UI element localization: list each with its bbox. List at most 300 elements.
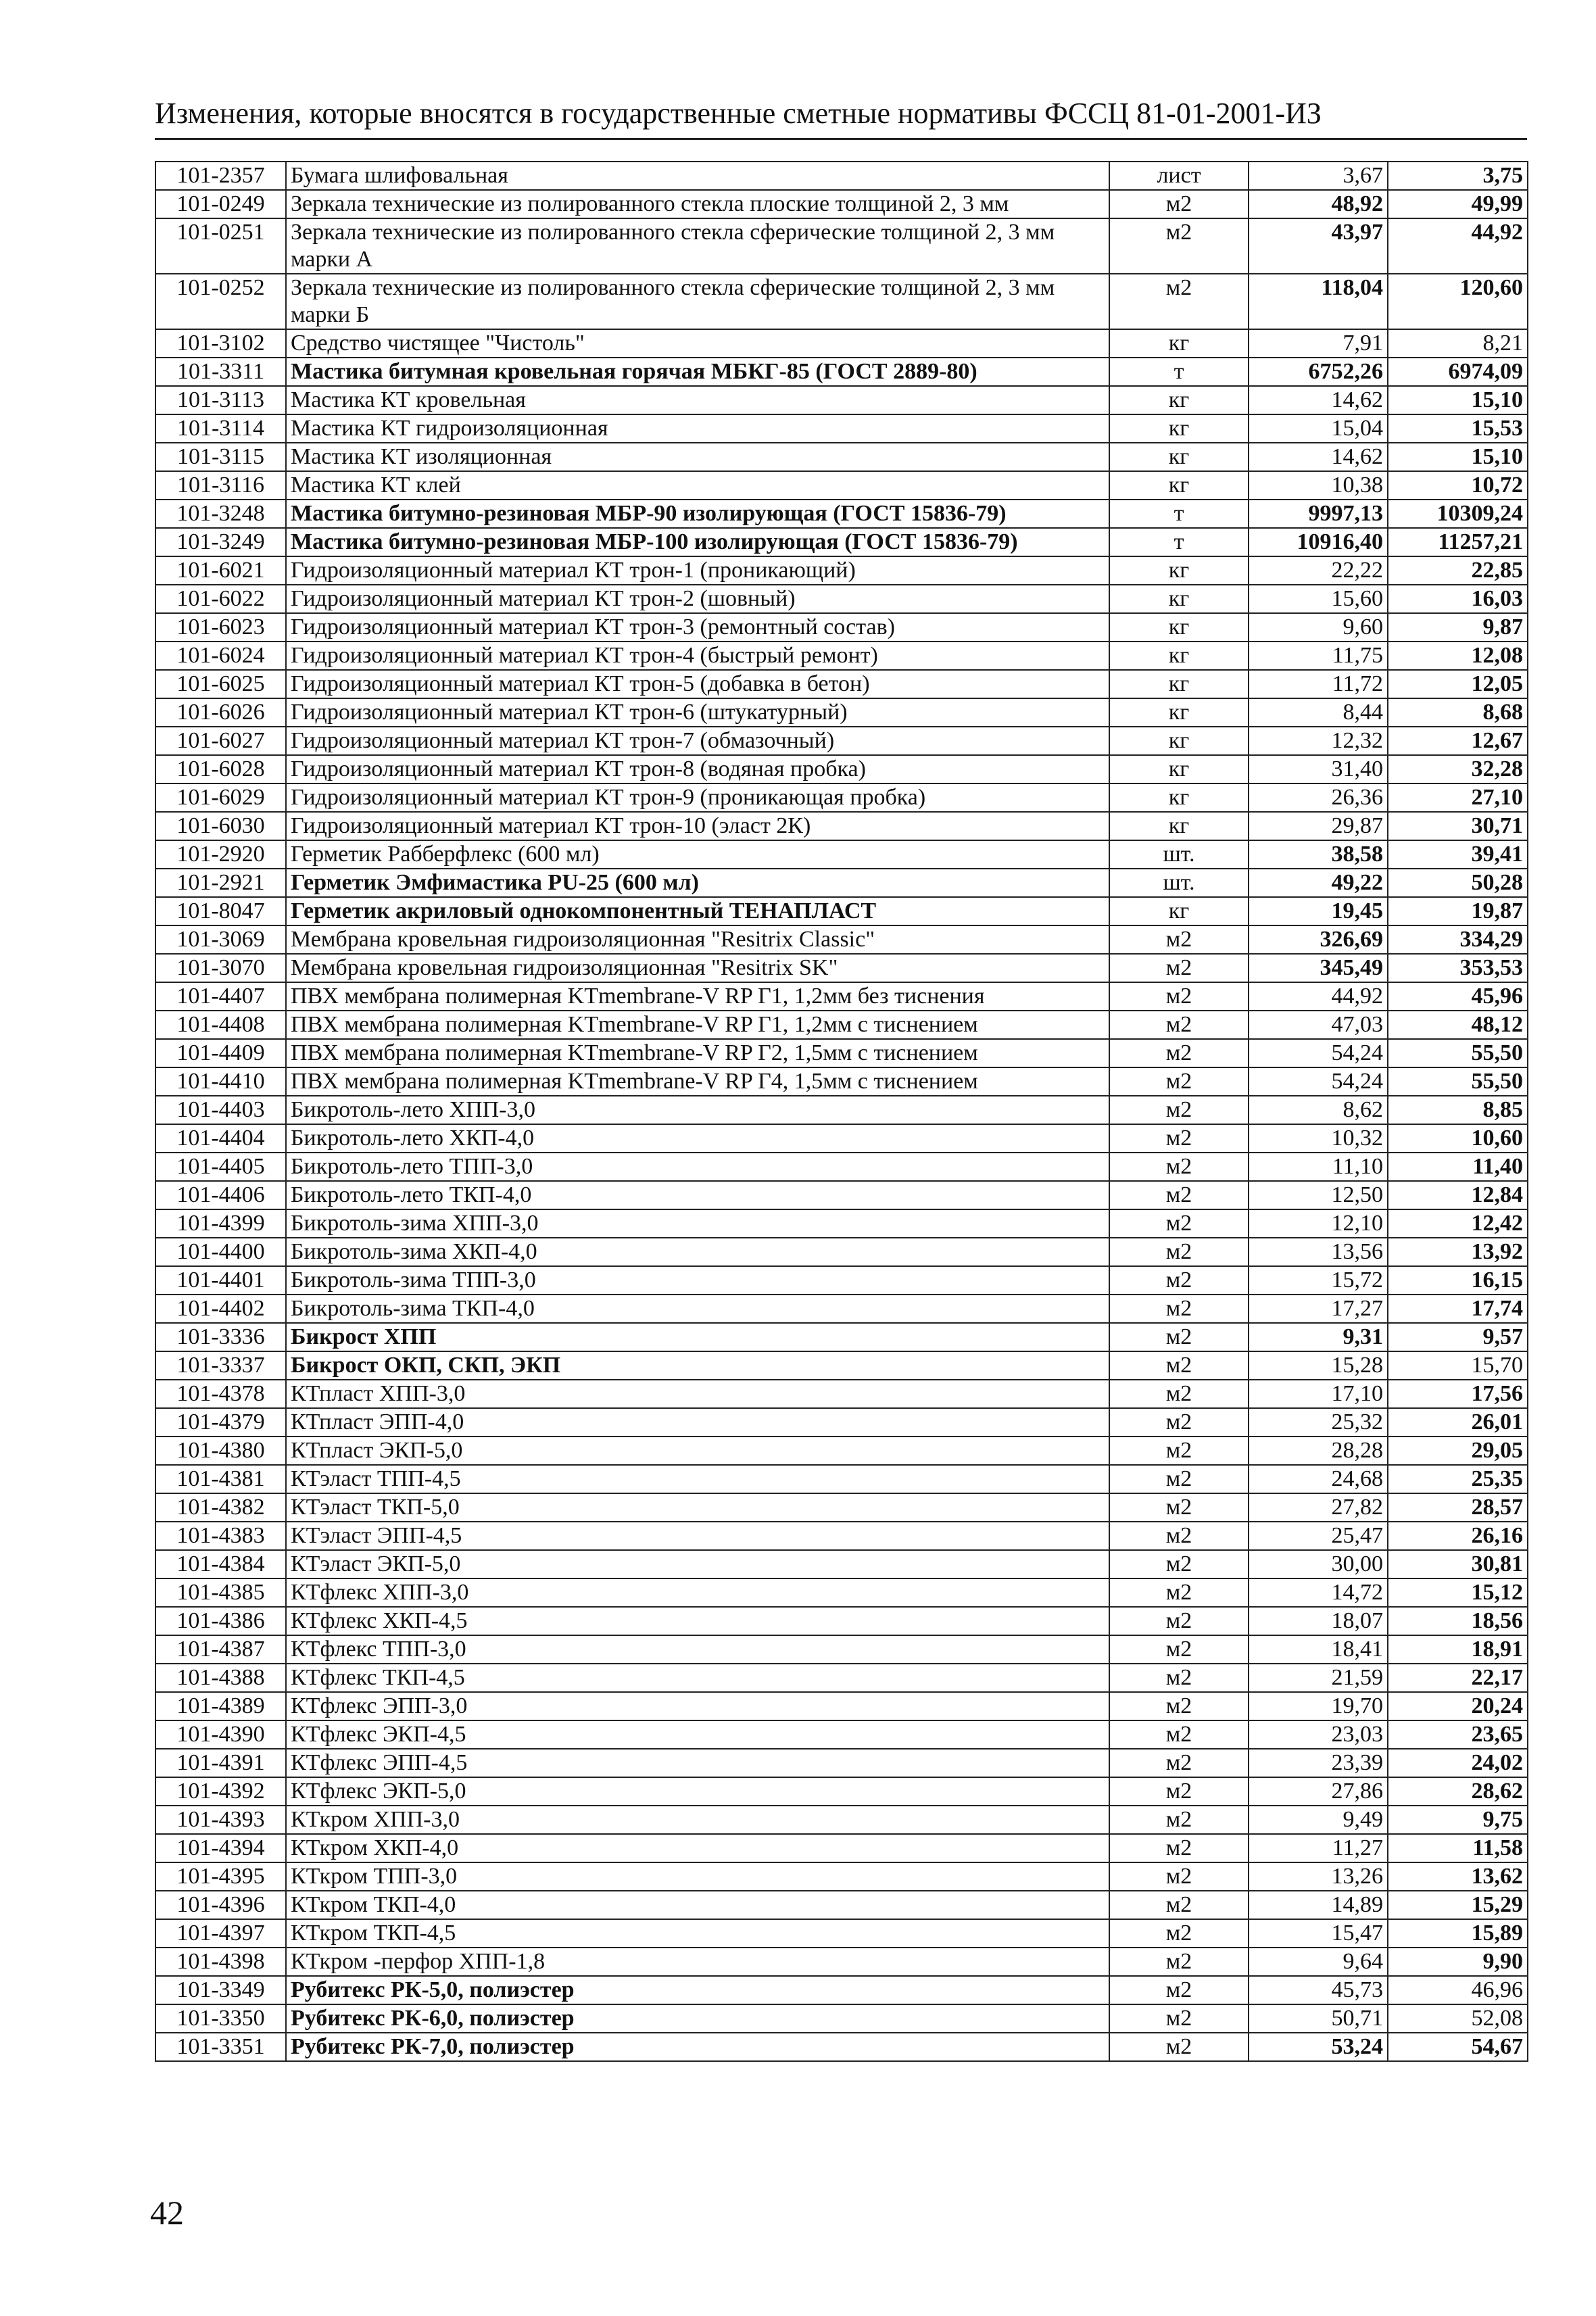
- item-unit: м2: [1109, 954, 1249, 982]
- price-2019: 8,62: [1249, 1096, 1388, 1124]
- item-code: 101-6030: [155, 812, 286, 840]
- item-unit: кг: [1109, 727, 1249, 755]
- price-2019: 23,39: [1249, 1749, 1388, 1777]
- price-2019: 25,47: [1249, 1522, 1388, 1550]
- item-unit: м2: [1109, 1323, 1249, 1351]
- price-2020: 30,71: [1388, 812, 1528, 840]
- item-unit: м2: [1109, 1238, 1249, 1266]
- item-name: Гидроизоляционный материал КТ трон-3 (ремонтный состав): [286, 613, 1109, 642]
- table-row: [155, 982, 1528, 1011]
- item-name: Бикротоль-лето ТКП-4,0: [286, 1181, 1109, 1209]
- price-2020: 28,62: [1388, 1777, 1528, 1806]
- item-name: Гидроизоляционный материал КТ трон-2 (шовный): [286, 585, 1109, 613]
- price-2019: 8,44: [1249, 698, 1388, 727]
- item-unit: м2: [1109, 2004, 1249, 2033]
- item-unit: м2: [1109, 1692, 1249, 1720]
- price-2019: 27,82: [1249, 1493, 1388, 1522]
- item-name: Бикрост ОКП, СКП, ЭКП: [286, 1351, 1109, 1380]
- item-code: 101-4402: [155, 1295, 286, 1323]
- table-row: [155, 1834, 1528, 1862]
- item-code: 101-3069: [155, 925, 286, 954]
- item-name: Мастика битумно-резиновая МБР-90 изолирующая (ГОСТ 15836-79): [286, 500, 1109, 528]
- table-row: [155, 1862, 1528, 1891]
- price-2020: 32,28: [1388, 755, 1528, 783]
- table-row: [155, 755, 1528, 783]
- item-name: ПВХ мембрана полимерная KTmembrane-V RP Г4, 1,5мм с тиснением: [286, 1067, 1109, 1096]
- item-code: 101-3349: [155, 1976, 286, 2004]
- table-row: [155, 1039, 1528, 1067]
- price-2020: 50,28: [1388, 869, 1528, 897]
- price-2019: 17,10: [1249, 1380, 1388, 1408]
- price-2020: 15,12: [1388, 1578, 1528, 1607]
- item-code: 101-4403: [155, 1096, 286, 1124]
- item-name: Мастика КТ клей: [286, 471, 1109, 500]
- item-name: Гидроизоляционный материал КТ трон-6 (штукатурный): [286, 698, 1109, 727]
- item-name: КТфлекс ЭКП-4,5: [286, 1720, 1109, 1749]
- price-2019: 54,24: [1249, 1039, 1388, 1067]
- item-name: Мастика КТ кровельная: [286, 386, 1109, 414]
- price-2019: 38,58: [1249, 840, 1388, 869]
- item-code: 101-4397: [155, 1919, 286, 1948]
- item-unit: шт.: [1109, 840, 1249, 869]
- table-row: [155, 1664, 1528, 1692]
- table-row: [155, 954, 1528, 982]
- price-2019: 15,28: [1249, 1351, 1388, 1380]
- item-code: 101-4387: [155, 1635, 286, 1664]
- table-row: [155, 1067, 1528, 1096]
- price-2019: 9,49: [1249, 1806, 1388, 1834]
- price-2020: 52,08: [1388, 2004, 1528, 2033]
- price-2019: 345,49: [1249, 954, 1388, 982]
- item-unit: м2: [1109, 1948, 1249, 1976]
- price-2019: 15,04: [1249, 414, 1388, 443]
- item-unit: м2: [1109, 1749, 1249, 1777]
- price-2019: 10916,40: [1249, 528, 1388, 556]
- item-code: 101-4390: [155, 1720, 286, 1749]
- price-2020: 46,96: [1388, 1976, 1528, 2004]
- price-2020: 26,01: [1388, 1408, 1528, 1437]
- price-2019: 18,41: [1249, 1635, 1388, 1664]
- item-code: 101-3114: [155, 414, 286, 443]
- price-2020: 39,41: [1388, 840, 1528, 869]
- item-unit: м2: [1109, 1465, 1249, 1493]
- price-2020: 48,12: [1388, 1011, 1528, 1039]
- item-name: КТпласт ЭПП-4,0: [286, 1408, 1109, 1437]
- price-2019: 11,10: [1249, 1153, 1388, 1181]
- price-2020: 9,57: [1388, 1323, 1528, 1351]
- item-code: 101-2920: [155, 840, 286, 869]
- price-2020: 45,96: [1388, 982, 1528, 1011]
- item-code: 101-4378: [155, 1380, 286, 1408]
- price-2019: 15,72: [1249, 1266, 1388, 1295]
- table-row: [155, 528, 1528, 556]
- price-2020: 3,75: [1388, 162, 1528, 190]
- item-unit: м2: [1109, 1607, 1249, 1635]
- price-2020: 12,05: [1388, 670, 1528, 698]
- price-2019: 28,28: [1249, 1437, 1388, 1465]
- price-2020: 17,56: [1388, 1380, 1528, 1408]
- item-code: 101-4401: [155, 1266, 286, 1295]
- table-row: [155, 1777, 1528, 1806]
- item-unit: м2: [1109, 1437, 1249, 1465]
- item-unit: м2: [1109, 1493, 1249, 1522]
- item-name: Мембрана кровельная гидроизоляционная "Resitrix Classic": [286, 925, 1109, 954]
- item-unit: т: [1109, 358, 1249, 386]
- item-name: КТфлекс ХКП-4,5: [286, 1607, 1109, 1635]
- page-header: Изменения, которые вносятся в государственные сметные нормативы ФССЦ 81-01-2001-ИЗ: [155, 93, 1527, 140]
- price-2020: 18,56: [1388, 1607, 1528, 1635]
- price-2019: 118,04: [1249, 274, 1388, 329]
- item-code: 101-4386: [155, 1607, 286, 1635]
- price-2020: 15,53: [1388, 414, 1528, 443]
- table-row: [155, 1578, 1528, 1607]
- item-name: Гидроизоляционный материал КТ трон-8 (водяная пробка): [286, 755, 1109, 783]
- item-code: 101-4382: [155, 1493, 286, 1522]
- item-unit: кг: [1109, 585, 1249, 613]
- price-2019: 50,71: [1249, 2004, 1388, 2033]
- item-name: Бикротоль-лето ТПП-3,0: [286, 1153, 1109, 1181]
- item-name: Гидроизоляционный материал КТ трон-1 (проникающий): [286, 556, 1109, 585]
- price-2019: 48,92: [1249, 190, 1388, 218]
- table-row: [155, 329, 1528, 358]
- table-row: [155, 443, 1528, 471]
- table-row: [155, 1976, 1528, 2004]
- item-unit: м2: [1109, 1266, 1249, 1295]
- item-name: КТэласт ТКП-5,0: [286, 1493, 1109, 1522]
- item-code: 101-4385: [155, 1578, 286, 1607]
- price-2020: 44,92: [1388, 218, 1528, 274]
- item-code: 101-4405: [155, 1153, 286, 1181]
- item-unit: м2: [1109, 925, 1249, 954]
- item-code: 101-6028: [155, 755, 286, 783]
- price-2020: 11,58: [1388, 1834, 1528, 1862]
- price-2020: 49,99: [1388, 190, 1528, 218]
- price-2019: 10,32: [1249, 1124, 1388, 1153]
- price-2020: 8,85: [1388, 1096, 1528, 1124]
- price-2019: 17,27: [1249, 1295, 1388, 1323]
- price-2020: 17,74: [1388, 1295, 1528, 1323]
- table-row: [155, 1295, 1528, 1323]
- price-2020: 334,29: [1388, 925, 1528, 954]
- price-2020: 9,75: [1388, 1806, 1528, 1834]
- table-row: [155, 1635, 1528, 1664]
- price-2020: 15,10: [1388, 443, 1528, 471]
- table-row: [155, 670, 1528, 698]
- table-row: [155, 218, 1528, 274]
- price-2019: 29,87: [1249, 812, 1388, 840]
- item-unit: м2: [1109, 1834, 1249, 1862]
- item-unit: м2: [1109, 1976, 1249, 2004]
- table-row: [155, 1181, 1528, 1209]
- item-code: 101-4389: [155, 1692, 286, 1720]
- item-unit: кг: [1109, 386, 1249, 414]
- item-code: 101-3113: [155, 386, 286, 414]
- item-code: 101-4394: [155, 1834, 286, 1862]
- item-code: 101-6023: [155, 613, 286, 642]
- item-code: 101-8047: [155, 897, 286, 925]
- table-row: [155, 1351, 1528, 1380]
- table-row: [155, 1948, 1528, 1976]
- item-unit: кг: [1109, 812, 1249, 840]
- price-2020: 26,16: [1388, 1522, 1528, 1550]
- price-2019: 9,31: [1249, 1323, 1388, 1351]
- table-row: [155, 414, 1528, 443]
- item-unit: кг: [1109, 329, 1249, 358]
- item-code: 101-4391: [155, 1749, 286, 1777]
- price-2019: 44,92: [1249, 982, 1388, 1011]
- item-name: Гидроизоляционный материал КТ трон-4 (быстрый ремонт): [286, 642, 1109, 670]
- item-name: КТфлекс ХПП-3,0: [286, 1578, 1109, 1607]
- item-code: 101-4409: [155, 1039, 286, 1067]
- price-2019: 3,67: [1249, 162, 1388, 190]
- item-code: 101-2921: [155, 869, 286, 897]
- price-2020: 8,68: [1388, 698, 1528, 727]
- table-row: [155, 1096, 1528, 1124]
- item-code: 101-4379: [155, 1408, 286, 1437]
- table-row: [155, 1437, 1528, 1465]
- item-unit: м2: [1109, 274, 1249, 329]
- item-code: 101-3311: [155, 358, 286, 386]
- item-code: 101-4398: [155, 1948, 286, 1976]
- price-2019: 27,86: [1249, 1777, 1388, 1806]
- item-name: КТпласт ЭКП-5,0: [286, 1437, 1109, 1465]
- item-name: Мастика КТ изоляционная: [286, 443, 1109, 471]
- price-2019: 30,00: [1249, 1550, 1388, 1578]
- price-2019: 12,10: [1249, 1209, 1388, 1238]
- table-row: [155, 556, 1528, 585]
- item-unit: м2: [1109, 1209, 1249, 1238]
- item-code: 101-4406: [155, 1181, 286, 1209]
- item-code: 101-3115: [155, 443, 286, 471]
- price-2020: 12,42: [1388, 1209, 1528, 1238]
- item-name: КТкром ТКП-4,0: [286, 1891, 1109, 1919]
- item-unit: м2: [1109, 190, 1249, 218]
- item-code: 101-3248: [155, 500, 286, 528]
- item-name: КТэласт ТПП-4,5: [286, 1465, 1109, 1493]
- price-2019: 43,97: [1249, 218, 1388, 274]
- price-2020: 11257,21: [1388, 528, 1528, 556]
- price-2019: 53,24: [1249, 2033, 1388, 2061]
- price-table-body: [155, 162, 1528, 2061]
- item-name: КТкром -перфор ХПП-1,8: [286, 1948, 1109, 1976]
- item-name: Герметик Рабберфлекс (600 мл): [286, 840, 1109, 869]
- item-unit: м2: [1109, 1067, 1249, 1096]
- item-name: Бумага шлифовальная: [286, 162, 1109, 190]
- item-name: Герметик акриловый однокомпонентный ТЕНАПЛАСТ: [286, 897, 1109, 925]
- price-2020: 11,40: [1388, 1153, 1528, 1181]
- item-name: Бикротоль-лето ХПП-3,0: [286, 1096, 1109, 1124]
- table-row: [155, 1323, 1528, 1351]
- price-2020: 23,65: [1388, 1720, 1528, 1749]
- price-2020: 25,35: [1388, 1465, 1528, 1493]
- price-2019: 14,72: [1249, 1578, 1388, 1607]
- item-unit: лист: [1109, 162, 1249, 190]
- item-name: Мастика битумно-резиновая МБР-100 изолирующая (ГОСТ 15836-79): [286, 528, 1109, 556]
- item-unit: м2: [1109, 1295, 1249, 1323]
- item-name: КТкром ХКП-4,0: [286, 1834, 1109, 1862]
- item-unit: м2: [1109, 1720, 1249, 1749]
- table-row: [155, 1266, 1528, 1295]
- price-2019: 18,07: [1249, 1607, 1388, 1635]
- price-2019: 10,38: [1249, 471, 1388, 500]
- price-2019: 23,03: [1249, 1720, 1388, 1749]
- price-2019: 45,73: [1249, 1976, 1388, 2004]
- price-2020: 13,62: [1388, 1862, 1528, 1891]
- item-code: 101-3336: [155, 1323, 286, 1351]
- item-code: 101-4392: [155, 1777, 286, 1806]
- table-row: [155, 190, 1528, 218]
- table-row: [155, 1380, 1528, 1408]
- table-row: [155, 1550, 1528, 1578]
- price-2019: 24,68: [1249, 1465, 1388, 1493]
- item-unit: т: [1109, 500, 1249, 528]
- item-name: ПВХ мембрана полимерная KTmembrane-V RP Г1, 1,2мм без тиснения: [286, 982, 1109, 1011]
- item-code: 101-0251: [155, 218, 286, 274]
- item-unit: м2: [1109, 1919, 1249, 1948]
- price-2020: 12,84: [1388, 1181, 1528, 1209]
- price-2020: 8,21: [1388, 329, 1528, 358]
- item-name: КТфлекс ЭПП-4,5: [286, 1749, 1109, 1777]
- item-code: 101-4400: [155, 1238, 286, 1266]
- item-unit: кг: [1109, 556, 1249, 585]
- price-2020: 10,60: [1388, 1124, 1528, 1153]
- item-name: ПВХ мембрана полимерная KTmembrane-V RP Г2, 1,5мм с тиснением: [286, 1039, 1109, 1067]
- table-row: [155, 698, 1528, 727]
- table-row: [155, 162, 1528, 190]
- item-code: 101-4408: [155, 1011, 286, 1039]
- item-name: Зеркала технические из полированного стекла сферические толщиной 2, 3 мм марки Б: [286, 274, 1109, 329]
- price-2019: 54,24: [1249, 1067, 1388, 1096]
- item-unit: кг: [1109, 642, 1249, 670]
- item-code: 101-3351: [155, 2033, 286, 2061]
- item-name: Зеркала технические из полированного стекла плоские толщиной 2, 3 мм: [286, 190, 1109, 218]
- item-name: КТкром ТПП-3,0: [286, 1862, 1109, 1891]
- item-name: Рубитекс РК-5,0, полиэстер: [286, 1976, 1109, 2004]
- price-2019: 49,22: [1249, 869, 1388, 897]
- item-unit: м2: [1109, 1522, 1249, 1550]
- item-unit: кг: [1109, 670, 1249, 698]
- item-unit: м2: [1109, 1664, 1249, 1692]
- item-name: Бикротоль-зима ХКП-4,0: [286, 1238, 1109, 1266]
- item-code: 101-4407: [155, 982, 286, 1011]
- item-unit: кг: [1109, 414, 1249, 443]
- price-2019: 12,50: [1249, 1181, 1388, 1209]
- item-code: 101-3337: [155, 1351, 286, 1380]
- table-row: [155, 1408, 1528, 1437]
- item-unit: шт.: [1109, 869, 1249, 897]
- price-2019: 6752,26: [1249, 358, 1388, 386]
- table-row: [155, 812, 1528, 840]
- table-row: [155, 1209, 1528, 1238]
- table-row: [155, 500, 1528, 528]
- item-unit: м2: [1109, 982, 1249, 1011]
- item-code: 101-3116: [155, 471, 286, 500]
- item-name: КТпласт ХПП-3,0: [286, 1380, 1109, 1408]
- item-name: Герметик Эмфимастика PU-25 (600 мл): [286, 869, 1109, 897]
- price-2020: 29,05: [1388, 1437, 1528, 1465]
- item-code: 101-6029: [155, 783, 286, 812]
- price-2020: 24,02: [1388, 1749, 1528, 1777]
- item-name: Мастика КТ гидроизоляционная: [286, 414, 1109, 443]
- price-2019: 19,70: [1249, 1692, 1388, 1720]
- item-code: 101-4399: [155, 1209, 286, 1238]
- item-code: 101-6027: [155, 727, 286, 755]
- price-2019: 7,91: [1249, 329, 1388, 358]
- price-2020: 16,03: [1388, 585, 1528, 613]
- table-row: [155, 1493, 1528, 1522]
- item-name: Средство чистящее "Чистоль": [286, 329, 1109, 358]
- item-code: 101-4393: [155, 1806, 286, 1834]
- table-row: [155, 471, 1528, 500]
- table-row: [155, 386, 1528, 414]
- item-name: Рубитекс РК-6,0, полиэстер: [286, 2004, 1109, 2033]
- item-unit: м2: [1109, 1862, 1249, 1891]
- item-name: КТкром ТКП-4,5: [286, 1919, 1109, 1948]
- item-name: КТфлекс ЭКП-5,0: [286, 1777, 1109, 1806]
- item-unit: кг: [1109, 755, 1249, 783]
- item-unit: м2: [1109, 1153, 1249, 1181]
- item-unit: м2: [1109, 1806, 1249, 1834]
- item-unit: м2: [1109, 2033, 1249, 2061]
- table-row: [155, 274, 1528, 329]
- price-2019: 12,32: [1249, 727, 1388, 755]
- table-row: [155, 727, 1528, 755]
- item-unit: м2: [1109, 1351, 1249, 1380]
- price-2020: 15,29: [1388, 1891, 1528, 1919]
- price-2020: 20,24: [1388, 1692, 1528, 1720]
- item-name: Бикротоль-зима ХПП-3,0: [286, 1209, 1109, 1238]
- price-2020: 15,89: [1388, 1919, 1528, 1948]
- item-name: Бикротоль-лето ХКП-4,0: [286, 1124, 1109, 1153]
- item-unit: м2: [1109, 1380, 1249, 1408]
- item-unit: м2: [1109, 1181, 1249, 1209]
- item-unit: м2: [1109, 1777, 1249, 1806]
- page-number: 42: [150, 2194, 184, 2231]
- item-code: 101-4410: [155, 1067, 286, 1096]
- price-2020: 16,15: [1388, 1266, 1528, 1295]
- item-name: Мастика битумная кровельная горячая МБКГ-85 (ГОСТ 2889-80): [286, 358, 1109, 386]
- price-2019: 14,62: [1249, 443, 1388, 471]
- item-name: Мембрана кровельная гидроизоляционная "Resitrix SK": [286, 954, 1109, 982]
- item-code: 101-4381: [155, 1465, 286, 1493]
- item-code: 101-0252: [155, 274, 286, 329]
- item-code: 101-3350: [155, 2004, 286, 2033]
- item-code: 101-4388: [155, 1664, 286, 1692]
- item-unit: м2: [1109, 1096, 1249, 1124]
- item-name: КТфлекс ТКП-4,5: [286, 1664, 1109, 1692]
- item-name: Гидроизоляционный материал КТ трон-9 (проникающая пробка): [286, 783, 1109, 812]
- table-row: [155, 1011, 1528, 1039]
- table-row: [155, 1607, 1528, 1635]
- table-row: [155, 358, 1528, 386]
- price-2019: 9,60: [1249, 613, 1388, 642]
- table-row: [155, 642, 1528, 670]
- table-row: [155, 1153, 1528, 1181]
- price-2020: 13,92: [1388, 1238, 1528, 1266]
- item-unit: м2: [1109, 1124, 1249, 1153]
- price-2020: 353,53: [1388, 954, 1528, 982]
- price-2020: 12,08: [1388, 642, 1528, 670]
- item-name: Гидроизоляционный материал КТ трон-5 (добавка в бетон): [286, 670, 1109, 698]
- item-code: 101-4404: [155, 1124, 286, 1153]
- item-unit: м2: [1109, 1011, 1249, 1039]
- table-row: [155, 1919, 1528, 1948]
- table-row: [155, 1806, 1528, 1834]
- price-2019: 14,62: [1249, 386, 1388, 414]
- price-2019: 11,72: [1249, 670, 1388, 698]
- item-code: 101-6021: [155, 556, 286, 585]
- item-name: Гидроизоляционный материал КТ трон-7 (обмазочный): [286, 727, 1109, 755]
